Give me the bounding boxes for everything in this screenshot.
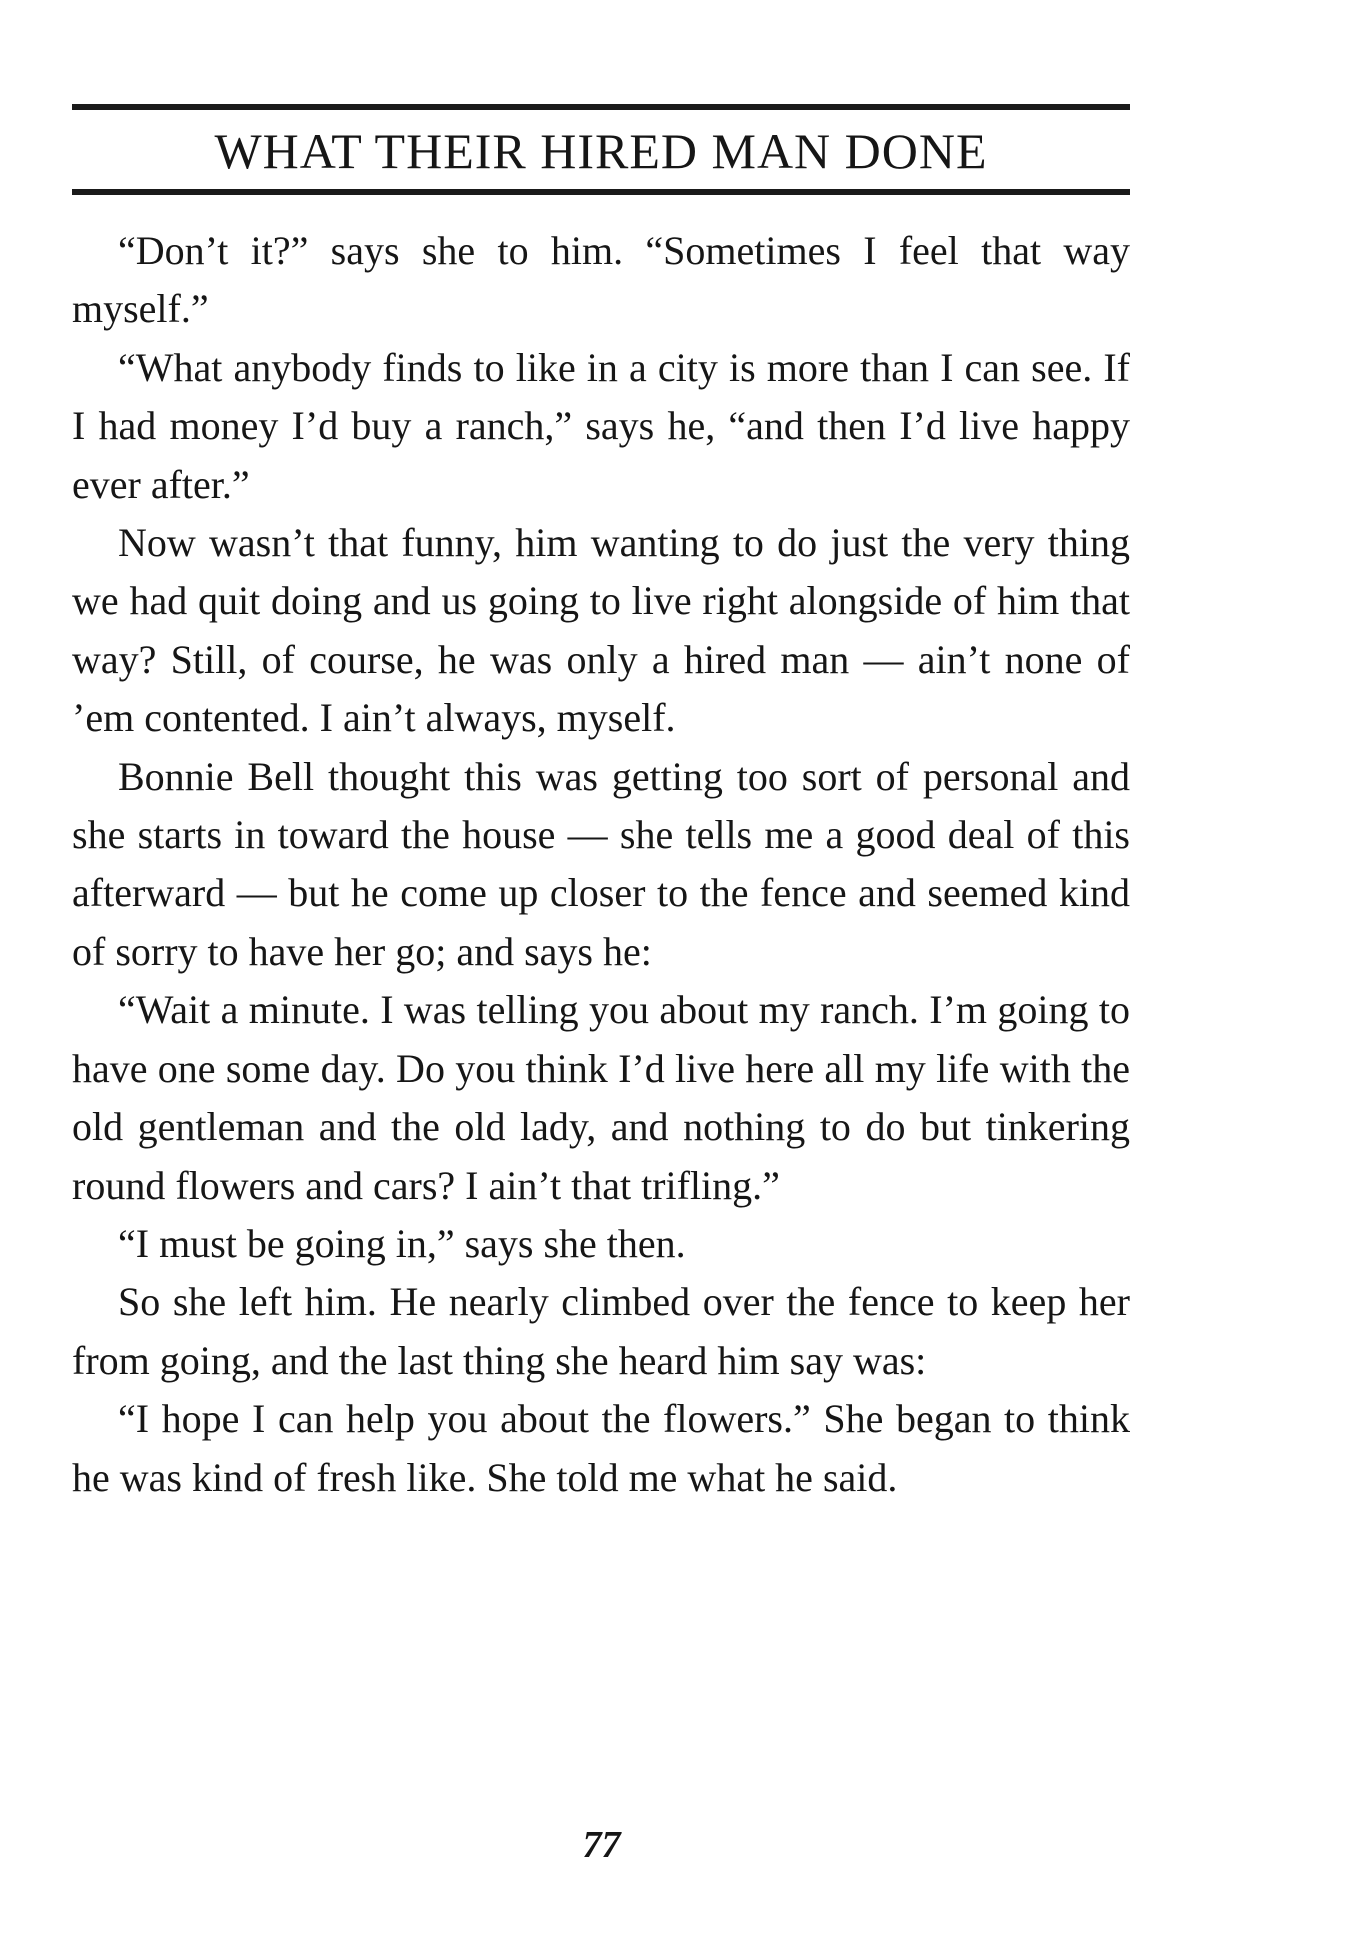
paragraph: “Don’t it?” says she to him. “Sometimes I feel that way myself.”	[72, 228, 1130, 332]
running-head: WHAT THEIR HIRED MAN DONE	[214, 123, 988, 179]
paragraph: So she left him. He nearly climbed over the fence to keep her from going, and the last thing she heard him say was:	[72, 1279, 1130, 1383]
page-number: 77	[582, 1824, 621, 1866]
paragraph: Now wasn’t that funny, him wanting to do just the very thing we had quit doing and us going to live right alongside of him that way? Still, of course, he was only a hired man — ain’t none of ’em contented. I ain’t always, myself.	[72, 520, 1130, 741]
paragraph: “What anybody finds to like in a city is more than I can see. If I had money I’d buy a ranch,” says he, “and then I’d live happy ever after.”	[72, 344, 1130, 507]
paragraph: “Wait a minute. I was telling you about my ranch. I’m going to have one some day. Do you think I’d live here all my life with the old gentleman and the old lady, and nothing to do but tinkering round flowers and cars? I ain’t that trifling.”	[72, 987, 1130, 1208]
header-rule-bottom	[72, 189, 1130, 195]
paragraph: “I must be going in,” says she then.	[118, 1220, 686, 1266]
paragraph: “I hope I can help you about the flowers.” She began to think he was kind of fresh like. She told me what he said.	[72, 1396, 1130, 1500]
body-text	[72, 222, 1130, 1507]
header-rule-top	[72, 104, 1130, 110]
paragraph: Bonnie Bell thought this was getting too sort of personal and she starts in toward the house — she tells me a good deal of this afterward — but he come up closer to the fence and seemed kind of sorry to have her go; and says he:	[72, 753, 1130, 974]
